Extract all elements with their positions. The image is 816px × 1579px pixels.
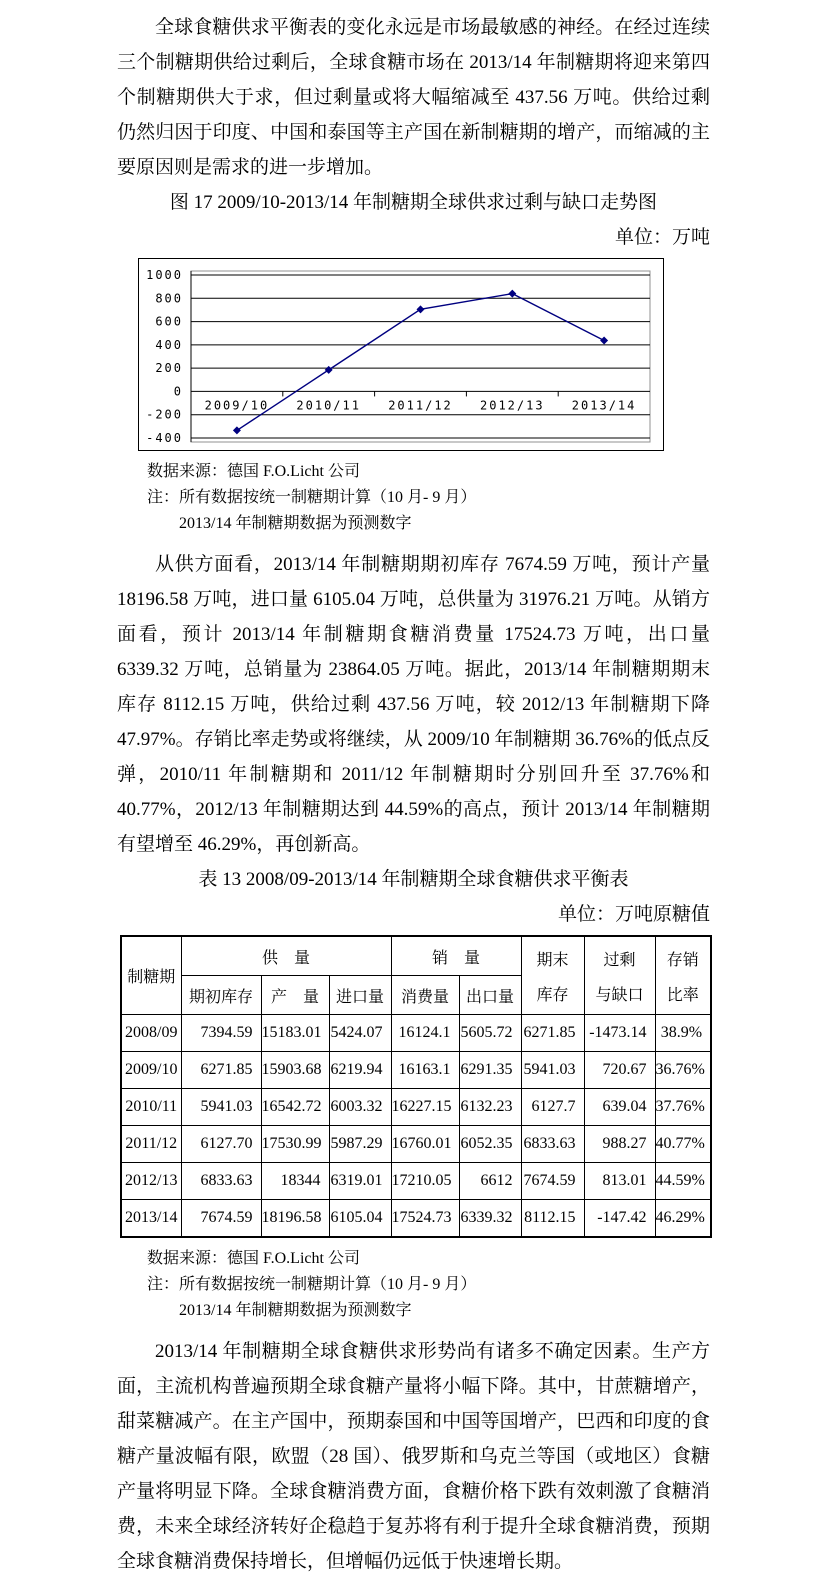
table-cell: -147.42	[584, 1200, 655, 1238]
cell-period: 2008/09	[121, 1015, 181, 1052]
table-cell: 6003.32	[329, 1089, 391, 1126]
table-cell: 6833.63	[181, 1163, 261, 1200]
table-cell: 5605.72	[459, 1015, 521, 1052]
y-tick-label: 0	[173, 384, 183, 399]
table-cell: 15903.68	[261, 1052, 329, 1089]
table-cell: -1473.14	[584, 1015, 655, 1052]
col-header-exports: 出口量	[459, 976, 521, 1015]
col-header-ending-stock: 期末 库存	[521, 936, 584, 1015]
table-row	[121, 1052, 711, 1089]
table-row	[121, 1126, 711, 1163]
cell-period: 2012/13	[121, 1163, 181, 1200]
paragraph-supply-demand: 从供方面看，2013/14 年制糖期期初库存 7674.59 万吨，预计产量 18196.58 万吨，进口量 6105.04 万吨，总供量为 31976.21 万吨。从销方面看，预计 2013/14 年制糖期食糖消费量 17524.73 万吨，出口量 6339.32 万吨，总销量为 23864.05 万吨。据此，2013/14 年制糖期期末库存 8112.15 万吨，供给过剩 437.56 万吨，较 2012/13 年制糖期下降 47.97%。存销比率走势或将继续，从 2009/10 年制糖期 36.76%的低点反弹，2010/11 年制糖期和 2011/12 年制糖期时分别回升至 37.76%和 40.77%，2012/13 年制糖期达到 44.59%的高点，预计 2013/14 年制糖期有望增至 46.29%，再创新高。	[117, 554, 710, 855]
table-note-forecast: 2013/14 年制糖期数据为预测数字	[179, 1302, 412, 1319]
figure-title: 图 17 2009/10-2013/14 年制糖期全球供求过剩与缺口走势图	[169, 192, 658, 213]
table-title: 表 13 2008/09-2013/14 年制糖期全球食糖供求平衡表	[198, 869, 629, 890]
table-cell: 6105.04	[329, 1200, 391, 1238]
table-cell: 37.76%	[655, 1089, 711, 1126]
table-cell: 17210.05	[391, 1163, 459, 1200]
table-cell: 16227.15	[391, 1089, 459, 1126]
chart-note-forecast: 2013/14 年制糖期数据为预测数字	[179, 515, 412, 532]
col-header-opening-stock: 期初库存	[181, 976, 261, 1015]
table-cell: 16760.01	[391, 1126, 459, 1163]
table-cell: 6132.23	[459, 1089, 521, 1126]
col-header-sales-group: 销 量	[391, 936, 521, 976]
paragraph-intro: 全球食糖供求平衡表的变化永远是市场最敏感的神经。在经过连续三个制糖期供给过剩后，全球食糖市场在 2013/14 年制糖期将迎来第四个制糖期供大于求，但过剩量或将大幅缩减至 437.56 万吨。供给过剩仍然归因于印度、中国和泰国等主产国在新制糖期的增产，而缩减的主要原因则是需求的进一步增加。	[117, 17, 710, 178]
table-cell: 6052.35	[459, 1126, 521, 1163]
y-tick-label: 800	[155, 291, 183, 306]
table-row	[121, 1015, 711, 1052]
table-row	[121, 1089, 711, 1126]
table-cell: 6833.63	[521, 1126, 584, 1163]
x-tick-label: 2011/12	[388, 398, 453, 413]
table-cell: 6612	[459, 1163, 521, 1200]
table-cell: 18196.58	[261, 1200, 329, 1238]
table-cell: 6319.01	[329, 1163, 391, 1200]
table-cell: 6127.7	[521, 1089, 584, 1126]
table-cell: 7394.59	[181, 1015, 261, 1052]
table-cell: 46.29%	[655, 1200, 711, 1238]
cell-period: 2011/12	[121, 1126, 181, 1163]
table-notes	[147, 1246, 710, 1324]
table-cell: 38.9%	[655, 1015, 711, 1052]
table-cell: 5987.29	[329, 1126, 391, 1163]
table-note-calculation: 注：所有数据按统一制糖期计算（10 月- 9 月）	[147, 1276, 477, 1293]
table-cell: 6127.70	[181, 1126, 261, 1163]
col-header-consumption: 消费量	[391, 976, 459, 1015]
table-cell: 720.67	[584, 1052, 655, 1089]
table-cell: 17530.99	[261, 1126, 329, 1163]
table-cell: 6291.35	[459, 1052, 521, 1089]
table-unit-label: 单位：万吨原糖值	[557, 904, 710, 925]
table-cell: 988.27	[584, 1126, 655, 1163]
col-header-stock-ratio: 存销 比率	[655, 936, 711, 1015]
table-cell: 6271.85	[181, 1052, 261, 1089]
y-tick-label: -200	[146, 407, 183, 422]
table-cell: 5941.03	[181, 1089, 261, 1126]
col-header-imports: 进口量	[329, 976, 391, 1015]
x-tick-label: 2012/13	[480, 398, 545, 413]
chart-notes	[147, 459, 710, 537]
table-row	[121, 1200, 711, 1238]
y-tick-label: 200	[155, 361, 183, 376]
y-tick-label: 400	[155, 337, 183, 352]
table-cell: 40.77%	[655, 1126, 711, 1163]
surplus-gap-line-chart	[138, 258, 664, 451]
table-cell: 6271.85	[521, 1015, 584, 1052]
table-cell: 17524.73	[391, 1200, 459, 1238]
table-row	[121, 1163, 711, 1200]
table-cell: 7674.59	[181, 1200, 261, 1238]
col-header-supply-group: 供 量	[181, 936, 391, 976]
cell-period: 2013/14	[121, 1200, 181, 1238]
table-cell: 6219.94	[329, 1052, 391, 1089]
cell-period: 2009/10	[121, 1052, 181, 1089]
chart-note-calculation: 注：所有数据按统一制糖期计算（10 月- 9 月）	[147, 489, 477, 506]
table-cell: 16163.1	[391, 1052, 459, 1089]
table-cell: 639.04	[584, 1089, 655, 1126]
x-tick-label: 2010/11	[296, 398, 361, 413]
y-tick-label: -400	[146, 431, 183, 445]
table-cell: 5941.03	[521, 1052, 584, 1089]
y-tick-label: 1000	[146, 268, 183, 282]
table-cell: 8112.15	[521, 1200, 584, 1238]
table-cell: 16542.72	[261, 1089, 329, 1126]
plot-area	[191, 271, 650, 442]
table-cell: 7674.59	[521, 1163, 584, 1200]
col-header-surplus-gap: 过剩 与缺口	[584, 936, 655, 1015]
x-tick-label: 2009/10	[204, 398, 270, 413]
table-cell: 5424.07	[329, 1015, 391, 1052]
table-cell: 6339.32	[459, 1200, 521, 1238]
table-source-note: 数据来源：德国 F.O.Licht 公司	[147, 1250, 360, 1267]
cell-period: 2010/11	[121, 1089, 181, 1126]
chart-source-note: 数据来源：德国 F.O.Licht 公司	[147, 463, 360, 480]
line-chart-canvas	[139, 259, 663, 450]
balance-table	[120, 935, 712, 1238]
figure-unit-label: 单位：万吨	[614, 227, 710, 248]
col-header-production: 产 量	[261, 976, 329, 1015]
table-cell: 36.76%	[655, 1052, 711, 1089]
y-tick-label: 600	[155, 314, 183, 329]
table-cell: 44.59%	[655, 1163, 711, 1200]
table-cell: 16124.1	[391, 1015, 459, 1052]
col-header-period: 制糖期	[121, 936, 181, 1015]
table-cell: 18344	[261, 1163, 329, 1200]
table-cell: 15183.01	[261, 1015, 329, 1052]
x-tick-label: 2013/14	[571, 398, 637, 413]
table-cell: 813.01	[584, 1163, 655, 1200]
paragraph-outlook: 2013/14 年制糖期全球食糖供求形势尚有诸多不确定因素。生产方面，主流机构普遍预期全球食糖产量将小幅下降。其中，甘蔗糖增产，甜菜糖减产。在主产国中，预期泰国和中国等国增产，巴西和印度的食糖产量波幅有限，欧盟（28 国）、俄罗斯和乌克兰等国（或地区）食糖产量将明显下降。全球食糖消费方面，食糖价格下跌有效刺激了食糖消费，未来全球经济转好企稳趋于复苏将有利于提升全球食糖消费，预期全球食糖消费保持增长，但增幅仍远低于快速增长期。	[117, 1341, 710, 1572]
